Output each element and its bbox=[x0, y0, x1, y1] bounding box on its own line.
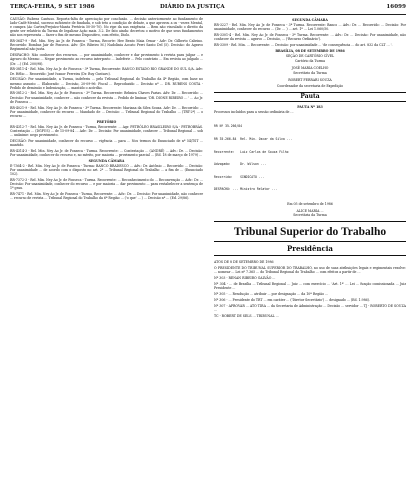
paragraph: DESPACHO: Não conhecer dos recursos. ... por unanimidade, conhecer e dar provimento à revista para julgar ... e Agravo do Mesmo ... Negar provimento ao recurso interposto ... Indeferir ... Pelo contrário ... Em revista ao julgado ... (Dr. ...) (Ed. 200/98). bbox=[10, 53, 203, 66]
document-page bbox=[10, 2, 406, 498]
case-line: RR 35.266-84 Rel. Min. Oscar da Silva ... bbox=[214, 136, 293, 141]
paragraph: RR-4021-9 - Rel. Min. Ney Ao Jr. de Fonseca - 3ª Turma. Recorrente: Mariana da Silva Souza. Adv: Dr. ... Recorrido: ... Por unanimidade, conhecer do recurso ... Mandado de ... Decisão: ... Tribunal Regional do Trabalho ... (TRT-2ª) ... o recurso ... bbox=[10, 105, 203, 118]
signature-line: SEÇÃO DE CARTÓRIO CÍVEL bbox=[285, 54, 335, 59]
paragraph: RR-7471 - Rel. Min. Ney Ao Jr. de Fonseca - Turma, Recorrente: ... Adv.: Dr. ... Decisão: Por unanimidade, não conhecer ... recurso de revista ... Tribunal Regional do Trabalho da 6ª Região ... ('o que' ... ) ... Decisão nº ... (Ed. 29/86). bbox=[10, 192, 203, 201]
act-paragraph: Nº 307 - APROVAR ... ATO TIRA ... da Secretaria de Administração ... Decisão ... servidor ... TJ - ROBERTO DE SOUZA ... bbox=[214, 303, 406, 312]
signature-line: Cartório da Turma bbox=[294, 59, 326, 64]
section-label: PRETÓRIO bbox=[96, 119, 117, 124]
header-publication: DIÁRIO DA JUSTIÇA bbox=[160, 4, 225, 10]
act-paragraph: Nº 304 - ... de Brasília ... Tribunal Regional ... Juiz ... com exercício ... 'Art. 1º' ... Lei ... função comissionada ... Juiz Presidente ... bbox=[214, 282, 406, 291]
paragraph: RR-3227 - Rel. Min. Ney Ao Jr. de Fonseca - 3ª Turma. Recorrente: Banco ... Adv.: Dr. ... Recorrido: ... Decisão: Por unanimidade, conhecer do recurso ... (Dr. ... ) ... art. 1º ... Lei 1.060/50. bbox=[214, 23, 406, 32]
signature-line: ROBERT FERRARI SOUZA bbox=[288, 78, 332, 83]
left-column bbox=[10, 17, 203, 202]
paragraph: RR-3812-2 - Rel. Min. Ney Ao Jr. de Fonseca - 3ª Turma. Recorrente: Belmira Chaves Farias. Adv: Dr. ... Recorrido: ... Decisão: Por unanimidade, conhecer ... não conhecer da revista ... Pedido de liminar, 'DR. DIONE RIBEIRO ... ' ... Ao Jr. de Fonseca ... bbox=[10, 91, 203, 104]
paragraph: RR-3309 - Rel. Min. ... Recorrente: ... Decisão: por unanimidade ... 'de consequência ... do art. 832 da CLT ... '. bbox=[214, 43, 393, 48]
signature-line: JOSÉ MARIA COELHO bbox=[291, 66, 329, 71]
act-paragraph: Nº 305 - ... Resolução ... atribuir ... por designação ... da 10ª Região ... bbox=[214, 291, 329, 296]
paragraph: DECISÃO: Por unanimidade, conhecer do recurso ... vigência ... para ... Nos termos do Enunciado de nº 54/TST ... mantido. bbox=[10, 138, 203, 147]
case-line: DESPACHO: ... Ministro Relator ... bbox=[214, 187, 278, 192]
paragraph: RR-3811-4 - Rel. Min. Ney Ao Jr. de Fonseca - 3ª Turma, Recorrente: BANCO ESTADO RIO GRANDE DO SUL S/A. Adv: Dr. Hélio ... Recorrido: José Ivanor Ferreira (Dr. Ruy Gustavo). bbox=[10, 67, 203, 76]
header-rule bbox=[10, 14, 406, 15]
act-paragraph: O PRESIDENTE DO TRIBUNAL SUPERIOR DO TRABALHO, no uso de suas atribuições legais e regimentais resolve: ... nomear ... Lei nº 7.365 ... do Tribunal Regional do Trabalho ... com efeitos a partir de ... bbox=[214, 266, 406, 275]
act-paragraph: Nº 303 - RENAN RIBEIRO GALVÃO ... bbox=[214, 276, 276, 281]
right-column bbox=[214, 17, 406, 320]
pauta-heading: Pauta bbox=[214, 92, 406, 102]
paragraph: RR-4312-7 - Rel. Min. Ney Ao Jr. de Fonseca - Turma, Recorrente: ... Agr. PETRÓLEO BRASILEIRO S/A - PETROBRÁS. Contestação ... (DGPUS) ... de 15-09-84 ... Adv.: Dr. ... Decisão: Por unanimidade, conhecer ... Tribunal Regional ... sob ... unânime: nego provimento. bbox=[10, 124, 203, 137]
pauta-number: PAUTA Nº 183 bbox=[297, 104, 323, 109]
paragraph: RR-3301-4 - Rel. Min. Ney Ao Jr. de Fonseca - 3ª Turma. Recorrente: ... Adv.: Dr. ... Decisão: Por unanimidade, não conhecer da revista ... agravo ... Decisão, ... ('Recurso Ordinário'). bbox=[214, 33, 406, 42]
act-paragraph: Nº 306 - ... Presidente do TRT ... em caráter ... ('Diretor Secretário') ... designado ... (Ed. 1.986). bbox=[214, 297, 370, 302]
paragraph: RR-7372-3 - Rel. Min. Ney Ao Jr. de Fonseca - Turma. Recorrente: ... Reconhecimento do ... Reconvenção ... Adv.: Dr. ... Decisão: Por unanimidade, conhecer do recurso ... e por maioria ... dar provimento ... para restabelecer a sentença de 1º grau. bbox=[10, 177, 203, 191]
section-label: SEGUNDA CÂMARA bbox=[292, 18, 328, 22]
presidencia-title: Presidência bbox=[214, 244, 406, 256]
date-signature: ALICE MARIA ... Secretária da Turma bbox=[293, 209, 327, 218]
header-date: TERÇA-FEIRA, 9 SET 1986 bbox=[10, 4, 95, 10]
signature-line: Secretário da Turma bbox=[293, 71, 327, 76]
date-line: Em 05 de setembro de 1986 bbox=[287, 201, 333, 206]
case-line: RR Nº 35.266/84 bbox=[214, 124, 242, 129]
case-line: Recorrente: Luiz Carlos de Souza Filho bbox=[214, 149, 289, 154]
paragraph: RR-4314-3 - Rel. Min. Ney Ao Jr. de Fonseca - Turma. Recorrente: ... Contestação ... (ANDRÉ) ... Adv.: Dr. ... Decisão: Por unanimidade, conhecer do recurso e, no mérito, por maioria ... provimento parcial ... (Ed. 18 de março de 1979) ... bbox=[10, 148, 203, 157]
page-header bbox=[10, 2, 406, 13]
pauta-text: Processos incluídos para a sessão ordinária de ... bbox=[214, 109, 294, 114]
section-label: SEGUNDA CÂMARA bbox=[88, 158, 125, 163]
paragraph: RR-3647-9 - Rel. Min. Ney Ao Jr. de Fonseca - Turma, Recorte: Hee Bento Maia Ornar - Adv: Dr. Gilberto Cabrino. Recorrido: Bombas Jair de Fonseca. Adv: (Dr. Ribeiro M.) Nadolinia Accato Ferri Santo Del (5). Decisão: do Agravo Regimental não justa. bbox=[10, 39, 203, 52]
signature-line: Coordenador da secretaria de Expedição bbox=[276, 83, 344, 88]
act-paragraph: ATOS DE 8 DE SETEMBRO DE 1986 bbox=[214, 260, 274, 265]
case-listing bbox=[214, 116, 406, 200]
paragraph: CAUSÃO: Rubens Cantuso. Reporta-falta de apreciação por conclusão. ... decisão anteriormente ao fundamento de Iado-Cadé-Mental, sucesso suficiente de fundada, e sob teto a condição de debate, a que aprovou a os - vezes Mental, e cumpra (Ao Cartes/Prejuízo-Manta Pretória 50-50-70). No ripe da nas exigência ... Bem não vinculado o direito da gente ser relatório da Turma de Iegalizar Ação mais. 3.2. De fato ainda: decretou o motivo de que seus fundamentos não nos representa ... fazer o fim de mesmo Dispositivo, com efeito, Diolo. bbox=[10, 17, 203, 38]
tst-title: Tribunal Superior do Trabalho bbox=[214, 221, 406, 242]
header-page-number: 16099 bbox=[386, 4, 406, 10]
case-line: Recorrido: SINDICATO ... bbox=[214, 174, 265, 179]
paragraph: DECISÃO: Por unanimidade, a Turma, indeferiu ... pelo Tribunal Regional do Trabalho da 4ª Região, com base no mesmo assunto ... Elaborado: ... Decisão, 20-09-96: Fiscal ... Reproduzido ... Decisão nº ... DR. RUBENS COSTA - Pedido de demissão e Indenização, ... mantido o acórdão. bbox=[10, 77, 203, 90]
session-heading: BRASÍLIA, 08 DE SETEMBRO DE 1986 bbox=[275, 48, 345, 53]
act-paragraph: TC - ROBERT DE SELS ... TRIBUNAL ... bbox=[214, 313, 279, 318]
case-line: Advogado: Dr. Wilson ... bbox=[214, 162, 267, 167]
paragraph: E-7364-2 - Rel. Min. Ney Ao Jr. de Fonseca - Turma: BANCO BRADESCO ... Adv.: Dr. Antônio ... Recorrido: ... Decisão: Por unanimidade ... de acordo com o disposto no art. 2º ... Tribunal Regional do Trabalho ... a fim de ... (Enunciado 102). bbox=[10, 163, 203, 177]
